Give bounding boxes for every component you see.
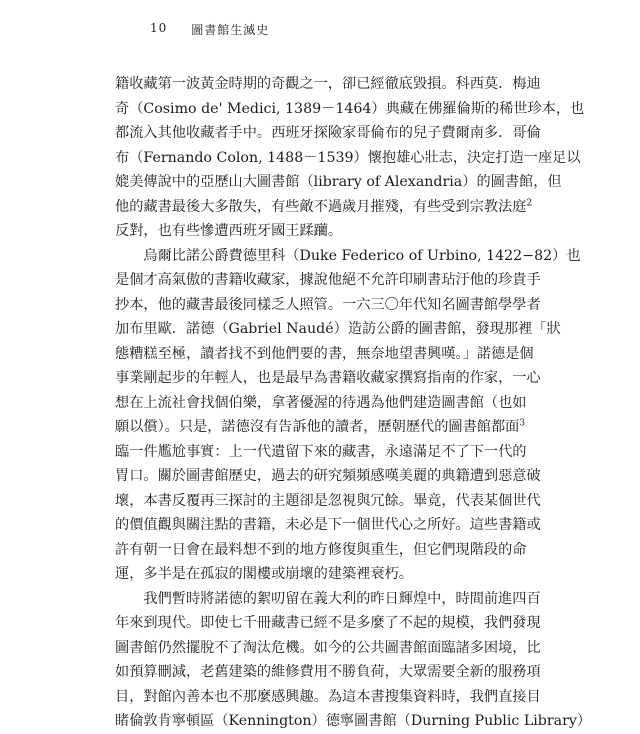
text-line: 臨一件尷尬事實：上一代遺留下來的藏書，永遠滿足不了下一代的 [115, 443, 527, 460]
text-line: 運，多半是在孤寂的閣樓或崩壞的建築裡衰朽。 [115, 566, 413, 582]
text-line: 目，對館內善本也不那麼感興趣。為這本書搜集資料時，我們直接目 [115, 688, 541, 705]
running-header [150, 21, 269, 38]
body-text [115, 72, 592, 734]
text-line: 都流入其他收藏者手中。西班牙探險家哥倫布的兒子費爾南多．哥倫 [115, 125, 541, 141]
text-line: 布（Fernando Colon, 1488－1539）懷抱雄心壯志，決定打造一座足以 [115, 149, 581, 166]
text-line: 願以償）。只是，諾德沒有告訴他的讀者，歷朝歷代的圖書館都面$^3$ [115, 418, 526, 435]
paragraph [115, 72, 585, 244]
book-title: 圖書館生滅史 [191, 23, 270, 37]
text-line: 許有朝一日會在最料想不到的地方修復與重生，但它們現階段的命 [115, 541, 527, 558]
text-line: 圖書館仍然擺脫不了淘汰危機。如今的公共圖書館面臨諸多困境，比 [115, 639, 541, 656]
text-line: 奇（Cosimo de' Medici, 1389－1464）典藏在佛羅倫斯的稀世珍本，也 [115, 100, 585, 117]
text-line: 是個才高氣傲的書籍收藏家，據說他絕不允許印刷書玷汙他的珍貴手 [115, 272, 541, 288]
text-line: 態糟糕至極，讀者找不到他們要的書，無奈地望書興嘆。」諾德是個 [115, 345, 534, 362]
text-line: 反對，也有些慘遭西班牙國王蹂躪。 [115, 223, 343, 239]
footnote-marker: 3 [519, 418, 526, 429]
text-line: 壞，本書反覆再三探討的主題卻是忽視與冗餘。畢竟，代表某個世代 [115, 492, 541, 509]
text-line: 籍收藏第一波黃金時期的奇觀之一，卻已經徹底毀損。科西莫．梅迪 [115, 76, 541, 92]
text-line: 抄本，他的藏書最後同樣乏人照管。一六三〇年代知名圖書館學學者 [115, 296, 541, 313]
paragraph [115, 244, 581, 587]
text-line: 加布里歐．諾德（Gabriel Naudé）造訪公爵的圖書館，發現那裡「狀 [115, 321, 561, 337]
footnote-marker: 2 [526, 197, 533, 208]
text-line: 他的藏書最後大多散失，有些敵不過歲月摧殘，有些受到宗教法庭$^2$ [115, 197, 533, 215]
page-number: 10 [150, 21, 168, 35]
text-line: 我們暫時將諾德的絮叨留在義大利的昨日輝煌中，時間前進四百 [143, 590, 541, 607]
text-line: 年來到現代。即使七千冊藏書已經不是多麼了不起的規模，我們發現 [115, 615, 541, 631]
text-line: 烏爾比諾公爵費德里科（Duke Federico of Urbino, 1422−82）也 [143, 247, 581, 264]
text-line: 胃口。關於圖書館歷史，過去的研究頻頻感嘆美麗的典籍遭到惡意破 [115, 468, 541, 484]
text-line: 事業剛起步的年輕人，也是最早為書籍收藏家撰寫指南的作家，一心 [115, 370, 541, 386]
paragraph [115, 587, 592, 734]
text-line: 想在上流社會找個伯樂，拿著優渥的待遇為他們建造圖書館（也如 [115, 394, 527, 411]
text-line: 媲美傳說中的亞歷山大圖書館（library of Alexandria）的圖書館，但 [115, 174, 562, 190]
text-line: 睹倫敦肯寧頓區（Kennington）德寧圖書館（Durning Public Library） [115, 713, 592, 729]
text-line: 的價值觀與關注點的書籍，未必是下一個世代心之所好。這些書籍或 [115, 517, 541, 533]
text-line: 如預算刪減，老舊建築的維修費用不勝負荷，大眾需要全新的服務項 [115, 664, 541, 680]
